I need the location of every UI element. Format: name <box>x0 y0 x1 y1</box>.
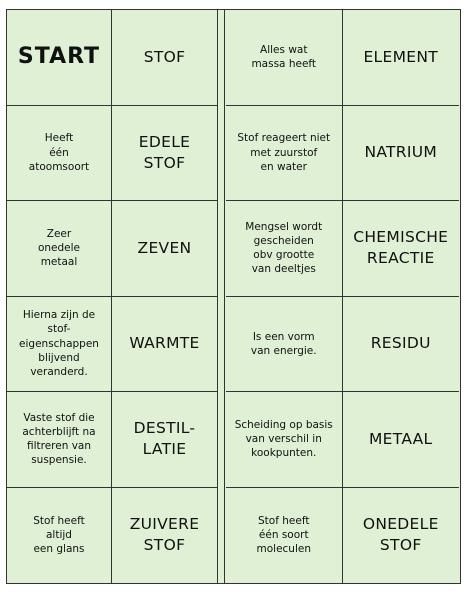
domino-answer: ZUIVERE STOF <box>129 515 200 555</box>
domino-answer: STOF <box>112 10 217 106</box>
domino-answer: ONEDELE STOF <box>362 515 439 555</box>
domino-clue: Heeft één atoomsoort <box>7 106 112 202</box>
domino-answer: METAAL <box>343 392 460 488</box>
domino-answer: ELEMENT <box>343 10 460 106</box>
domino-clue: Stof reageert niet met zuurstof en water <box>226 106 343 202</box>
divider-line <box>224 10 225 583</box>
domino-clue: Vaste stof die achterblijft na filtreren van suspensie. <box>7 392 112 488</box>
domino-right-half <box>226 10 459 583</box>
domino-clue: Stof heeft altijd een glans <box>7 488 112 584</box>
domino-clue: Mengsel wordt gescheiden obv grootte van deeltjes <box>226 201 343 297</box>
domino-answer: DESTIL- LATIE <box>112 392 217 488</box>
domino-clue: Scheiding op basis van verschil in kookpunten. <box>226 392 343 488</box>
domino-clue: Alles wat massa heeft <box>226 10 343 106</box>
domino-card-start: START <box>7 10 112 106</box>
domino-answer: ZEVEN <box>112 201 217 297</box>
domino-answer: RESIDU <box>343 297 460 393</box>
domino-clue: Is een vorm van energie. <box>226 297 343 393</box>
domino-answer: CHEMISCHE REACTIE <box>343 201 460 297</box>
domino-sheet <box>6 9 461 584</box>
domino-left-half <box>7 10 217 583</box>
domino-clue: Zeer onedele metaal <box>7 201 112 297</box>
domino-clue: Stof heeft één soort moleculen <box>226 488 343 584</box>
divider-line <box>217 10 218 583</box>
domino-answer: WARMTE <box>112 297 217 393</box>
domino-answer: EDELE STOF <box>112 106 217 202</box>
domino-clue: Hierna zijn de stof- eigenschappen blijvend veranderd. <box>7 297 112 393</box>
domino-answer: NATRIUM <box>343 106 460 202</box>
